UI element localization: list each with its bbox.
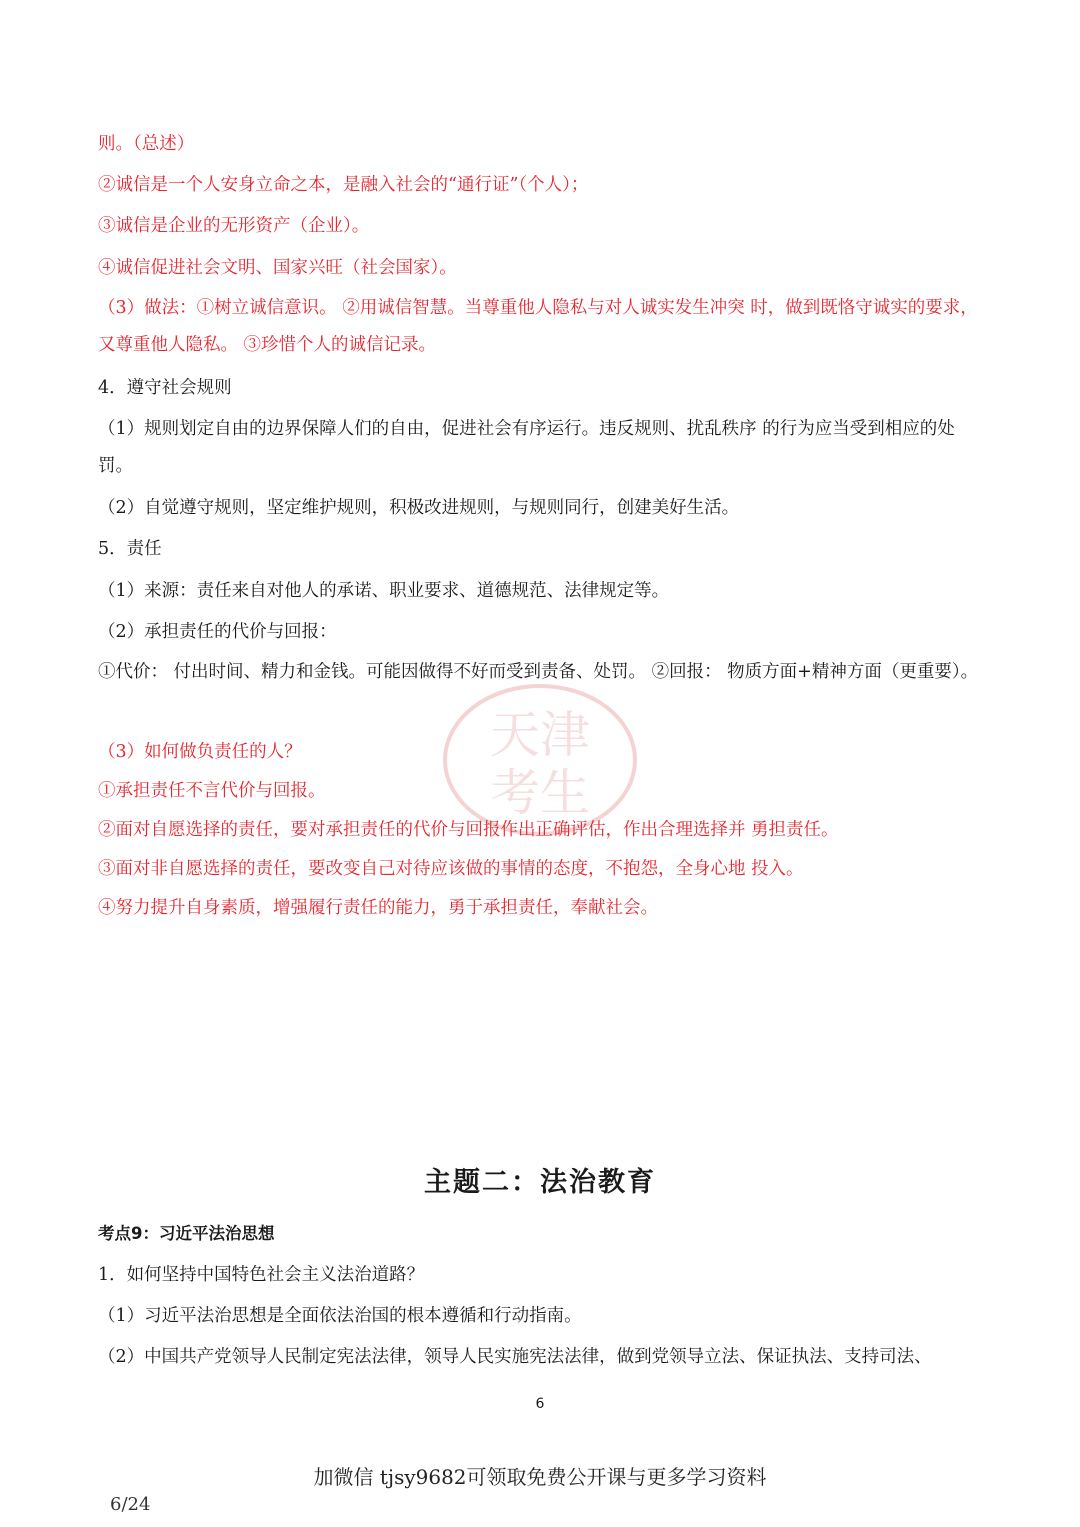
text-line: （1）习近平法治思想是全面依法治国的根本遵循和行动指南。	[98, 1306, 582, 1326]
question-heading: 1．如何坚持中国特色社会主义法治道路？	[98, 1265, 425, 1285]
text-line: ②诚信是一个人安身立命之本，是融入社会的“通行证”（个人）；	[98, 175, 589, 195]
text-line: ①承担责任不言代价与回报。	[98, 781, 326, 801]
text-line: （1）来源：责任来自对他人的承诺、职业要求、道德规范、法律规定等。	[98, 581, 670, 601]
page-number: 6	[535, 1396, 545, 1412]
text-line: ②面对自愿选择的责任，要对承担责任的代价与回报作出正确评估，作出合理选择并 勇担责任。	[98, 820, 839, 840]
text-line: （2）承担责任的代价与回报：	[98, 622, 337, 642]
svg-text:天津: 天津	[490, 706, 590, 764]
text-line: ④努力提升自身素质，增强履行责任的能力，勇于承担责任，奉献社会。	[98, 898, 658, 918]
section-title: 主题二：法治教育	[424, 1167, 656, 1198]
text-line: 则。（总述）	[98, 134, 195, 154]
text-line: ③面对非自愿选择的责任，要改变自己对待应该做的事情的态度，不抱怨，全身心地 投入。	[98, 859, 804, 879]
page-indicator: 6/24	[110, 1494, 151, 1515]
text-line: ④诚信促进社会文明、国家兴旺（社会国家）。	[98, 258, 457, 278]
text-line: ③诚信是企业的无形资产（企业）。	[98, 216, 370, 236]
text-paragraph: ①代价： 付出时间、精力和金钱。可能因做得不好而受到责备、处罚。 ②回报： 物质方面+精神方面（更重要）。	[98, 662, 979, 682]
kaodian-heading: 考点9：习近平法治思想	[98, 1224, 275, 1243]
text-line: （2）自觉遵守规则，坚定维护规则，积极改进规则，与规则同行，创建美好生活。	[98, 498, 740, 518]
heading-rules: 4．遵守社会规则	[98, 378, 232, 398]
text-paragraph: （3）做法：①树立诚信意识。 ②用诚信智慧。当尊重他人隐私与对人诚实发生冲突 时，做到既恪守诚实的要求，又尊重他人隐私。 ③珍惜个人的诚信记录。	[98, 298, 978, 355]
text-paragraph: （1）规则划定自由的边界保障人们的自由，促进社会有序运行。违反规则、扰乱秩序 的行为应当受到相应的处罚。	[98, 419, 955, 476]
svg-text:考生: 考生	[490, 764, 590, 822]
text-line: （3）如何做负责任的人？	[98, 742, 302, 762]
heading-responsibility: 5．责任	[98, 539, 162, 559]
footer-promo: 加微信 tjsy9682可领取免费公开课与更多学习资料	[313, 1465, 767, 1489]
text-line: （2）中国共产党领导人民制定宪法法律，领导人民实施宪法法律，做到党领导立法、保证执法、支持司法、	[98, 1347, 932, 1367]
